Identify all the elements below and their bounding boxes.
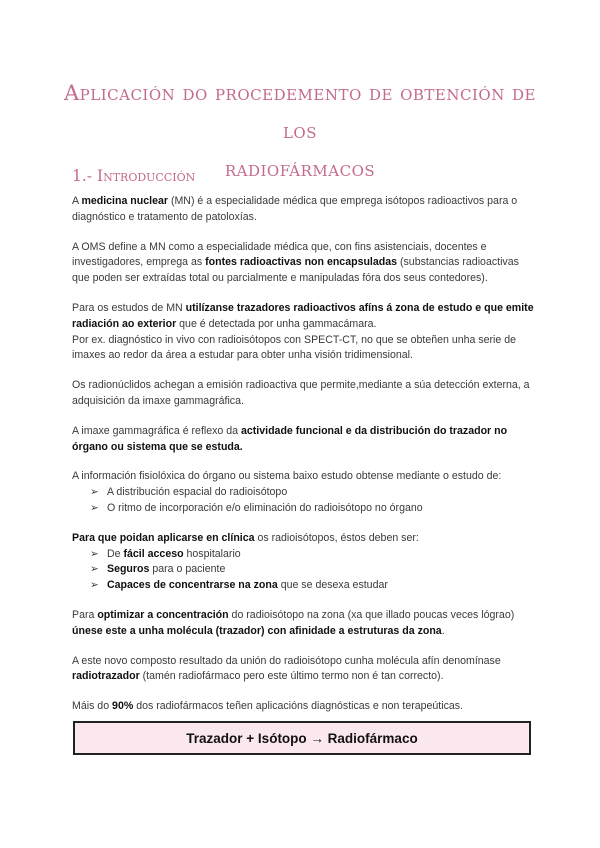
bold-text: optimizar a concentración	[97, 608, 229, 621]
text: (MN) é a especialidade médica que emprega isótopos radioactivos para o diagnóstico e tratamento de patoloxías.	[72, 195, 518, 223]
text: Por ex. diagnóstico in vivo con radioisótopos con SPECT-CT, no que se obteñen unha serie de imaxes ao redor da área a estudar para obter unha visión tridimensional.	[72, 333, 517, 362]
arrow-bullet-icon: ➢	[90, 547, 99, 560]
arrow-bullet-icon: ➢	[90, 579, 99, 592]
formula-text: Trazador + Isótopo → Radiofármaco	[186, 730, 418, 746]
bold-text: fácil acceso	[123, 547, 184, 560]
text: A	[72, 195, 82, 207]
text: De	[107, 547, 124, 560]
text: A distribución espacial do radioisótopo	[107, 486, 288, 499]
text: A imaxe gammagráfica é reflexo da	[72, 424, 241, 437]
paragraph-10	[72, 699, 534, 715]
bold-text: fontes radioactivas non encapsuladas	[205, 256, 398, 269]
bold-text: Seguros	[107, 563, 150, 576]
bold-text: únese este a unha molécula (trazador) con afinidade a estruturas da zona	[72, 624, 442, 637]
text: Máis do	[72, 700, 113, 713]
text: .	[441, 624, 445, 637]
paragraph-4: Os radionúclidos achegan a emisión radioactiva que permite,mediante a súa detección externa, a adquisición da imaxe gammagráfica.	[72, 379, 530, 407]
text: A este novo composto resultado da unión do radioisótopo cunha molécula afín denomínase	[72, 654, 501, 667]
body-text	[72, 194, 534, 729]
list-item	[90, 578, 534, 594]
bold-text: radiotrazador	[72, 670, 140, 683]
list-item	[90, 501, 534, 517]
paragraph-8	[72, 608, 534, 640]
list-item	[90, 547, 534, 563]
text: (substancias radioactivas que poden ser extraídas total ou parcialmente e manipuladas fóra dos seus contedores).	[72, 256, 519, 285]
text: Para	[72, 608, 98, 621]
text: (tamén radiofármaco pero este último termo non é tan correcto).	[139, 670, 444, 683]
bold-text: 90%	[112, 700, 134, 713]
text: hospitalario	[183, 547, 241, 560]
list-item	[90, 485, 534, 501]
arrow-bullet-icon: ➢	[90, 486, 99, 499]
text: O ritmo de incorporación e/o eliminación do radioisótopo no órgano	[107, 501, 423, 514]
bold-text: medicina nuclear	[81, 195, 168, 207]
formula-box	[73, 721, 531, 755]
paragraph-7-intro	[72, 531, 534, 547]
text: do radioisótopo na zona (xa que illado poucas veces lógrao)	[228, 608, 515, 621]
paragraph-9	[72, 654, 534, 686]
list-study-methods	[72, 485, 534, 517]
list-item	[90, 562, 534, 578]
paragraph-6-intro: A información fisiolóxica do órgano ou sistema baixo estudo obtense mediante o estudo de:	[72, 470, 502, 483]
paragraph-1	[72, 194, 534, 226]
paragraph-2	[72, 240, 534, 287]
text: Para os estudos de MN	[72, 301, 186, 314]
text: A OMS define a MN como a especialidade médica que, con fins asistenciais, docentes e investigadores, emprega as	[72, 240, 487, 269]
title-line-2: radiofármacos	[224, 157, 376, 181]
bold-text: actividade funcional e da distribución do trazador no órgano ou sistema que se estuda.	[72, 424, 508, 453]
title-line-1: Aplicación do procedemento de obtención de los	[64, 81, 536, 143]
list-requirements	[72, 547, 534, 594]
arrow-bullet-icon: ➢	[90, 501, 99, 514]
paragraph-5	[72, 424, 534, 456]
text: dos radiofármacos teñen aplicacións diagnósticas e non terapeúticas.	[133, 700, 464, 713]
text: que se desexa estudar	[277, 579, 388, 592]
bold-text: utilízanse trazadores radioactivos afíns á zona de estudo e que emite radiación ao exterior	[72, 301, 534, 330]
text: os radioisótopos, éstos deben ser:	[254, 531, 419, 544]
text: para o paciente	[149, 563, 226, 576]
text: que é detectada por unha gammacámara.	[176, 317, 377, 330]
section-heading: 1.- Introducción	[72, 167, 196, 185]
bold-text: Para que poidan aplicarse en clínica	[72, 531, 255, 544]
arrow-bullet-icon: ➢	[90, 563, 99, 576]
bold-text: Capaces de concentrarse na zona	[107, 579, 278, 592]
paragraph-3	[72, 301, 534, 364]
